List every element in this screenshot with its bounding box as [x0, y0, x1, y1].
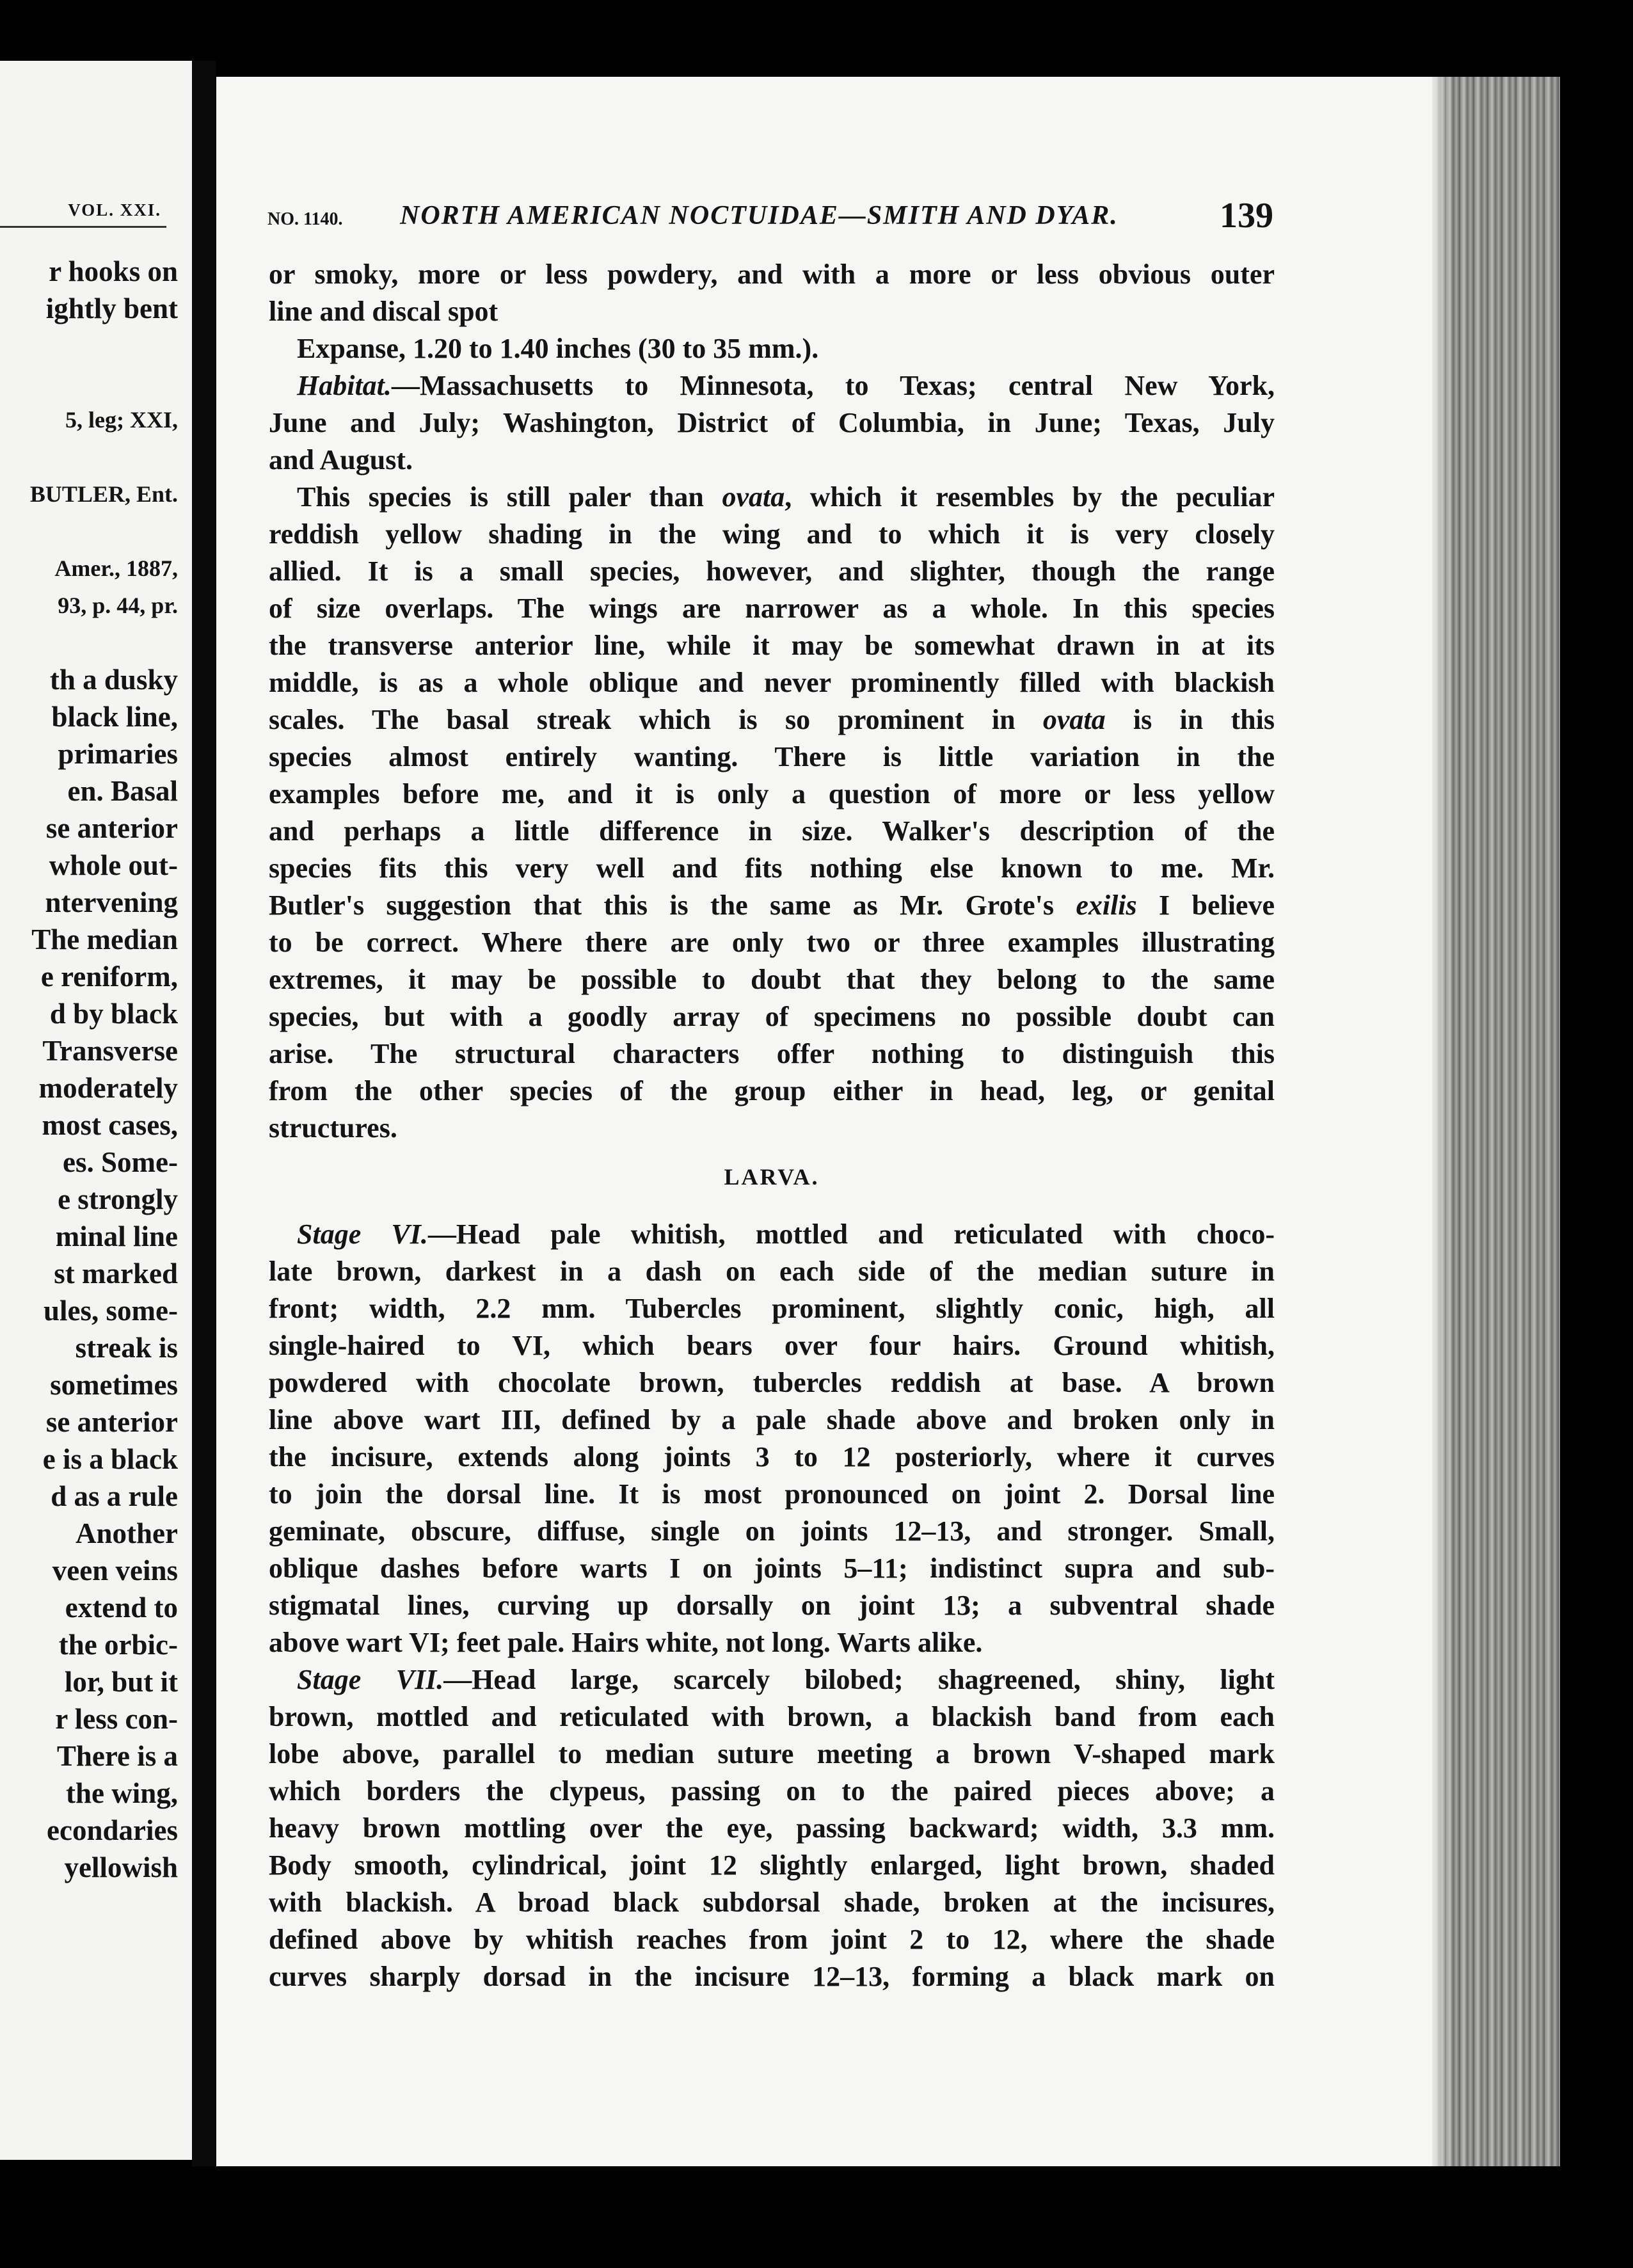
text-line: the transverse anterior line, while it may be somewhat drawn in at its [269, 630, 1275, 661]
left-text-line: econdaries [47, 1814, 178, 1846]
stage-vi-label: Stage VI. [297, 1218, 428, 1250]
text-line: from the other species of the group either in head, leg, or genital [269, 1075, 1275, 1106]
left-text-line: e strongly [58, 1183, 178, 1215]
text-line: geminate, obscure, diffuse, single on joints 12–13, and stronger. Small, [269, 1515, 1275, 1547]
text-line: or smoky, more or less powdery, and with a more or less obvious outer [269, 259, 1275, 290]
text-line: species fits this very well and fits nothing else known to me. Mr. [269, 852, 1275, 884]
left-facing-page [0, 61, 192, 2160]
habitat-text: —Massachusetts to Minnesota, to Texas; central New York, [391, 370, 1275, 401]
text-line: front; width, 2.2 mm. Tubercles prominent, slightly conic, high, all [269, 1293, 1275, 1324]
text-line: defined above by whitish reaches from joint 2 to 12, where the shade [269, 1924, 1275, 1955]
page-edges [1432, 77, 1560, 2166]
left-text-line: moderately [38, 1072, 178, 1104]
text-line: extremes, it may be possible to doubt that they belong to the same [269, 964, 1275, 995]
issue-number: NO. 1140. [267, 209, 343, 229]
habitat-label: Habitat. [297, 370, 392, 401]
left-text-line: th a dusky [49, 664, 178, 696]
text-line: brown, mottled and reticulated with brown, a blackish band from each [269, 1701, 1275, 1732]
text-line: reddish yellow shading in the wing and to which it is very closely [269, 518, 1275, 550]
text-line: stigmatal lines, curving up dorsally on joint 13; a subventral shade [269, 1590, 1275, 1621]
left-text-line: en. Basal [67, 775, 178, 807]
left-text-line: ightly bent [45, 292, 178, 324]
expanse-line: Expanse, 1.20 to 1.40 inches (30 to 35 mm.). [297, 333, 819, 364]
larva-heading: LARVA. [724, 1164, 820, 1190]
habitat-line [269, 367, 1275, 404]
page-edges-shadow [1432, 77, 1451, 2166]
left-text-line: 93, p. 44, pr. [58, 593, 178, 618]
text-line: the incisure, extends along joints 3 to 12 posteriorly, where it curves [269, 1441, 1275, 1473]
text-line: structures. [269, 1112, 397, 1144]
text-line: line and discal spot [269, 296, 498, 327]
left-text-line: st marked [54, 1258, 178, 1290]
text-line: and perhaps a little difference in size. Walker's description of the [269, 815, 1275, 847]
left-text-line: r less con- [55, 1703, 178, 1735]
stage-vi-text: —Head pale whitish, mottled and reticulated with choco- [427, 1218, 1275, 1250]
left-text-line: se anterior [45, 812, 178, 844]
left-text-line: minal line [55, 1220, 178, 1252]
left-page-header: VOL. XXI. [68, 200, 161, 220]
text-line: above wart VI; feet pale. Hairs white, not long. Warts alike. [269, 1627, 983, 1658]
left-text-line: the wing, [65, 1777, 178, 1809]
left-page-rule [0, 226, 166, 228]
left-text-line: BUTLER, Ent. [29, 481, 178, 507]
left-text-line: ules, some- [44, 1295, 178, 1327]
left-text-line: es. Some- [63, 1146, 178, 1178]
left-text-line: d as a rule [51, 1480, 178, 1512]
stage-vii-text: —Head large, scarcely bilobed; shagreened, shiny, light [443, 1664, 1275, 1695]
text-line: scales. The basal streak which is so prominent in ovata is in this [269, 704, 1275, 735]
left-text-line: ntervening [45, 886, 178, 918]
left-text-line: primaries [58, 738, 178, 770]
text-line: and August. [269, 444, 413, 475]
book-gutter [192, 61, 216, 2166]
left-text-line: black line, [51, 701, 178, 733]
left-text-line: The median [31, 923, 178, 955]
left-text-line: lor, but it [64, 1666, 178, 1698]
text-line: species, but with a goodly array of specimens no possible doubt can [269, 1001, 1275, 1032]
left-text-line: There is a [56, 1740, 178, 1772]
left-text-line: yellowish [64, 1851, 178, 1883]
text-line: line above wart III, defined by a pale shade above and broken only in [269, 1404, 1275, 1435]
text-line: heavy brown mottling over the eye, passing backward; width, 3.3 mm. [269, 1812, 1275, 1844]
left-text-line: most cases, [42, 1109, 178, 1141]
text-line: arise. The structural characters offer nothing to distinguish this [269, 1038, 1275, 1069]
text-line: species almost entirely wanting. There is little variation in the [269, 741, 1275, 772]
text-line: Butler's suggestion that this is the same as Mr. Grote's exilis I believe [269, 890, 1275, 921]
text-line: Body smooth, cylindrical, joint 12 slightly enlarged, light brown, shaded [269, 1849, 1275, 1881]
text-line: curves sharply dorsad in the incisure 12–13, forming a black mark on [269, 1961, 1275, 1992]
left-text-line: whole out- [49, 849, 178, 881]
running-title: NORTH AMERICAN NOCTUIDAE—SMITH AND DYAR. [400, 201, 1119, 230]
text-line: late brown, darkest in a dash on each side of the median suture in [269, 1256, 1275, 1287]
left-text-line: e is a black [42, 1443, 178, 1475]
text-line: lobe above, parallel to median suture meeting a brown V-shaped mark [269, 1738, 1275, 1769]
left-text-line: Amer., 1887, [54, 555, 178, 581]
left-text-line: d by black [49, 998, 178, 1030]
left-text-line: 5, leg; XXI, [65, 407, 178, 433]
running-head [262, 195, 1273, 240]
text-line: to join the dorsal line. It is most pronounced on joint 2. Dorsal line [269, 1478, 1275, 1510]
stage-vi-first-line [269, 1216, 1275, 1253]
left-text-line: Transverse [42, 1035, 178, 1067]
text-line: This species is still paler than ovata, which it resembles by the peculiar [297, 481, 1275, 513]
left-text-line: streak is [75, 1332, 178, 1364]
text-line: of size overlaps. The wings are narrower as a whole. In this species [269, 593, 1275, 624]
text-line: powdered with chocolate brown, tubercles reddish at base. A brown [269, 1367, 1275, 1398]
text-line: examples before me, and it is only a question of more or less yellow [269, 778, 1275, 810]
text-line: single-haired to VI, which bears over four hairs. Ground whitish, [269, 1330, 1275, 1361]
left-text-line: e reniform, [40, 961, 178, 993]
text-line: oblique dashes before warts I on joints 5–11; indistinct supra and sub- [269, 1553, 1275, 1584]
stage-vii-first-line [269, 1661, 1275, 1698]
text-line: allied. It is a small species, however, and slighter, though the range [269, 555, 1275, 587]
page-number: 139 [1220, 196, 1273, 236]
left-text-line: the orbic- [58, 1629, 178, 1661]
stage-vii-label: Stage VII. [297, 1664, 444, 1695]
text-line: middle, is as a whole oblique and never prominently filled with blackish [269, 667, 1275, 698]
text-line: with blackish. A broad black subdorsal shade, broken at the incisures, [269, 1887, 1275, 1918]
left-text-line: veen veins [52, 1554, 178, 1586]
left-text-line: Another [76, 1517, 178, 1549]
text-line: June and July; Washington, District of Columbia, in June; Texas, July [269, 407, 1275, 438]
left-text-line: extend to [65, 1592, 178, 1624]
left-text-line: sometimes [50, 1369, 178, 1401]
text-line: to be correct. Where there are only two or three examples illustrating [269, 927, 1275, 958]
text-line: which borders the clypeus, passing on to the paired pieces above; a [269, 1775, 1275, 1807]
left-text-line: se anterior [45, 1406, 178, 1438]
left-text-line: r hooks on [49, 255, 178, 287]
